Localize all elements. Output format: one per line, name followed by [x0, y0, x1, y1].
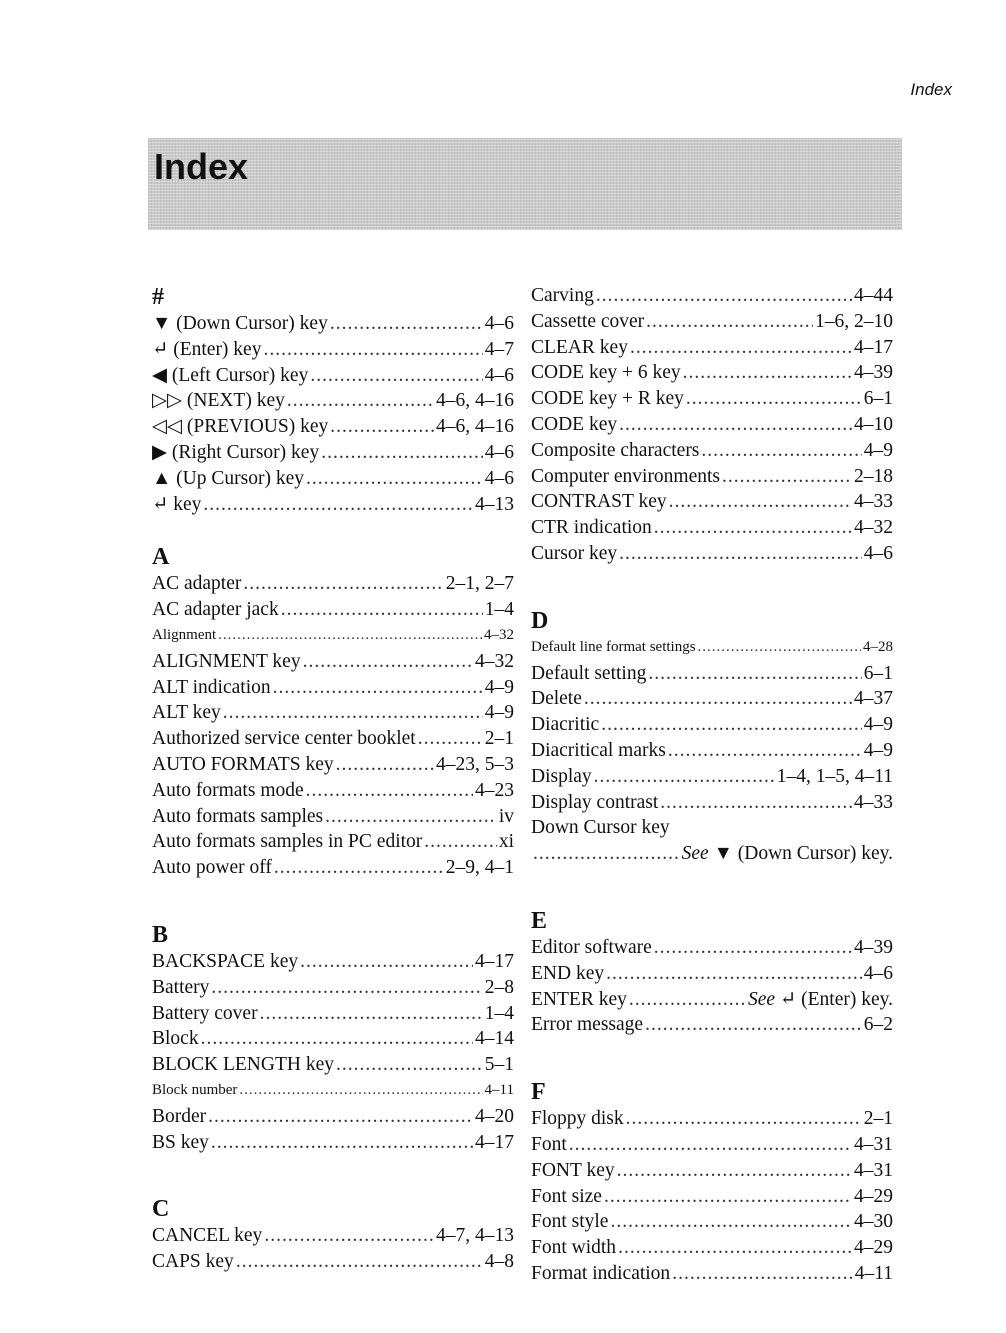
entry-pages: 1–4: [484, 599, 514, 621]
index-entry: [531, 712, 893, 738]
entry-term: Diacritical marks: [531, 739, 666, 761]
entry-pages: 4–6: [484, 313, 514, 334]
entry-pages: 4–32: [484, 626, 514, 643]
index-banner: [148, 138, 902, 230]
index-entry: [531, 815, 893, 841]
dot-leader: [584, 686, 852, 712]
entry-term: Composite characters: [531, 439, 700, 461]
dot-leader: [243, 571, 443, 597]
entry-term: END key: [531, 962, 605, 984]
dot-leader: [263, 337, 482, 363]
dot-leader: [601, 712, 862, 738]
dot-leader: [610, 1209, 852, 1235]
entry-term: Carving: [531, 285, 594, 306]
entry-pages: 2–18: [854, 465, 893, 487]
index-entry: [152, 440, 514, 466]
index-entry: [152, 1001, 514, 1027]
entry-term: Editor software: [531, 936, 652, 958]
section-letter: A: [152, 544, 170, 571]
entry-term: Font style: [531, 1211, 609, 1233]
dot-leader: [325, 804, 497, 830]
entry-pages: 4–9: [863, 714, 893, 736]
dot-leader: [281, 597, 483, 623]
index-entry: [531, 438, 893, 464]
entry-term: Border: [152, 1105, 207, 1127]
index-entry: [152, 949, 514, 975]
entry-pages: 4–6: [484, 467, 514, 489]
entry-term: Default line format settings: [531, 638, 696, 655]
entry-pages: 4–6: [863, 962, 893, 984]
entry-pages: 4–28: [863, 638, 893, 655]
section-letter: E: [531, 907, 548, 934]
index-entry: [531, 635, 893, 661]
entry-term: Alignment: [152, 626, 217, 643]
dot-leader: [533, 841, 680, 867]
index-entry: [531, 283, 893, 309]
entry-pages: 4–6, 4–16: [436, 416, 514, 438]
entry-pages: 4–17: [475, 1131, 514, 1153]
dot-leader: [669, 489, 852, 515]
dot-leader: [686, 386, 862, 412]
entry-term: Battery: [152, 976, 210, 998]
entry-term: Down Cursor key: [531, 817, 670, 839]
index-entry: [152, 337, 514, 363]
entry-term: Battery cover: [152, 1002, 258, 1024]
entry-pages: See ↵ (Enter) key.: [747, 988, 893, 1010]
index-entry: [531, 935, 893, 961]
dot-leader: [264, 1223, 434, 1249]
index-entry: [531, 1012, 893, 1038]
entry-pages: 6–2: [863, 1014, 893, 1036]
index-entry: [152, 855, 514, 881]
entry-pages: 4–14: [475, 1028, 514, 1050]
entry-term: ALT indication: [152, 676, 271, 698]
index-section: [152, 921, 514, 1155]
dot-leader: [306, 466, 483, 492]
entry-term: AUTO FORMATS key: [152, 753, 334, 775]
index-entry: [152, 778, 514, 804]
dot-leader: [619, 541, 862, 567]
dot-leader: [236, 1249, 483, 1275]
index-entry: [531, 961, 893, 987]
dot-leader: [273, 675, 483, 701]
dot-leader: [606, 961, 862, 987]
section-letter: D: [531, 607, 549, 634]
entry-term: Font width: [531, 1237, 617, 1259]
entry-pages: 4–23: [475, 779, 514, 801]
section-letter: C: [152, 1196, 170, 1223]
entry-term: ◁◁ (PREVIOUS) key: [152, 416, 329, 438]
index-entry: [152, 1130, 514, 1156]
entry-term: ENTER key: [531, 988, 627, 1010]
dot-leader: [701, 438, 861, 464]
index-entry: [531, 987, 893, 1013]
entry-term: ▼ (Down Cursor) key: [152, 313, 328, 334]
index-entry: [531, 360, 893, 386]
index-entry: [531, 1132, 893, 1158]
entry-term: CAPS key: [152, 1251, 234, 1273]
entry-term: FONT key: [531, 1159, 615, 1181]
dot-leader: [211, 1130, 473, 1156]
entry-term: CANCEL key: [152, 1225, 263, 1247]
index-entry: [152, 700, 514, 726]
dot-leader: [306, 778, 473, 804]
entry-term: Diacritic: [531, 714, 600, 736]
index-entry: [152, 1249, 514, 1275]
entry-pages: 4–20: [475, 1105, 514, 1127]
entry-term: Auto formats samples: [152, 805, 324, 827]
index-entry: [531, 464, 893, 490]
dot-leader: [211, 975, 482, 1001]
entry-term: Cassette cover: [531, 310, 645, 332]
index-entry: [152, 675, 514, 701]
entry-pages: 1–6, 2–10: [815, 310, 893, 332]
index-entry: [531, 1261, 893, 1287]
entry-term: Font size: [531, 1185, 602, 1207]
entry-pages: 4–39: [854, 936, 893, 958]
dot-leader: [203, 492, 473, 518]
index-entry: [531, 764, 893, 790]
index-entry: [531, 489, 893, 515]
index-entry: [152, 492, 514, 518]
index-entry: [152, 597, 514, 623]
dot-leader: [424, 829, 497, 855]
dot-leader: [683, 360, 852, 386]
index-entry: [152, 466, 514, 492]
index-section: [531, 283, 893, 567]
entry-term: Block number: [152, 1081, 238, 1098]
index-entry: [531, 1209, 893, 1235]
index-entry: [152, 311, 514, 337]
dot-leader: [300, 949, 473, 975]
dot-leader: [629, 987, 746, 1013]
entry-pages: 2–9, 4–1: [445, 857, 514, 879]
entry-term: ALT key: [152, 702, 221, 724]
index-entry: [152, 1052, 514, 1078]
entry-term: BLOCK LENGTH key: [152, 1054, 334, 1076]
entry-term: AC adapter: [152, 573, 242, 595]
entry-pages: 6–1: [863, 662, 893, 684]
dot-leader: [646, 309, 813, 335]
dot-leader: [330, 414, 434, 440]
dot-leader: [660, 790, 852, 816]
index-entry: [152, 804, 514, 830]
entry-pages: 1–4, 1–5, 4–11: [776, 765, 893, 787]
entry-pages: 4–10: [854, 413, 893, 435]
dot-leader: [630, 335, 852, 361]
index-entry: [152, 571, 514, 597]
dot-leader: [223, 700, 483, 726]
entry-term: Format indication: [531, 1262, 671, 1284]
entry-pages: 4–9: [484, 702, 514, 724]
index-section: [531, 607, 893, 867]
entry-pages: 4–33: [854, 491, 893, 513]
see-reference: See: [681, 843, 714, 865]
index-column-left: [152, 283, 514, 1275]
index-entry: [152, 1026, 514, 1052]
entry-term: Authorized service center booklet: [152, 728, 416, 750]
entry-term: Error message: [531, 1014, 644, 1036]
entry-pages: 4–9: [863, 439, 893, 461]
index-entry: [152, 649, 514, 675]
entry-pages: 4–17: [854, 336, 893, 358]
entry-pages: 4–9: [484, 676, 514, 698]
dot-leader: [698, 635, 861, 661]
entry-pages: 4–32: [475, 650, 514, 672]
index-entry: [152, 1223, 514, 1249]
entry-pages: 4–6: [863, 542, 893, 564]
running-header: Index: [910, 80, 952, 99]
entry-term: BS key: [152, 1131, 209, 1153]
dot-leader: [596, 283, 852, 309]
dot-leader: [303, 649, 473, 675]
entry-pages: 4–29: [854, 1185, 893, 1207]
index-entry: [531, 686, 893, 712]
entry-pages: 4–39: [854, 362, 893, 384]
entry-pages: 4–8: [484, 1251, 514, 1273]
index-entry: [531, 841, 893, 867]
index-entry: [531, 309, 893, 335]
index-entry: [152, 414, 514, 440]
index-entry: [152, 388, 514, 414]
entry-pages: 2–1, 2–7: [445, 573, 514, 595]
index-entry: [531, 335, 893, 361]
entry-pages: 4–37: [854, 688, 893, 710]
entry-term: Block: [152, 1028, 199, 1050]
entry-pages: 2–1: [484, 728, 514, 750]
entry-pages: 4–7, 4–13: [436, 1225, 514, 1247]
index-entry: [531, 412, 893, 438]
dot-leader: [208, 1104, 473, 1130]
index-entry: [531, 1184, 893, 1210]
see-reference: See: [747, 988, 780, 1010]
dot-leader: [626, 1106, 862, 1132]
entry-pages: 4–44: [854, 285, 893, 306]
dot-leader: [618, 1235, 852, 1261]
entry-term: Computer environments: [531, 465, 721, 487]
index-entry: [531, 515, 893, 541]
section-letter: F: [531, 1079, 546, 1106]
dot-leader: [336, 752, 434, 778]
entry-pages: 4–6: [484, 441, 514, 463]
entry-term: ▲ (Up Cursor) key: [152, 467, 304, 489]
index-entry: [531, 541, 893, 567]
entry-pages: 4–6: [484, 364, 514, 386]
entry-term: Floppy disk: [531, 1108, 624, 1130]
index-entry: [531, 661, 893, 687]
dot-leader: [648, 661, 861, 687]
entry-pages: xi: [498, 831, 514, 853]
entry-term: Auto power off: [152, 857, 272, 879]
index-entry: [152, 1078, 514, 1104]
index-section: [152, 543, 514, 881]
dot-leader: [260, 1001, 483, 1027]
entry-term: ↵ key: [152, 493, 202, 515]
index-entry: [152, 829, 514, 855]
entry-pages: 4–32: [854, 517, 893, 539]
entry-pages: 1–4: [484, 1002, 514, 1024]
index-entry: [152, 623, 514, 649]
index-section: [531, 1078, 893, 1287]
index-section: [152, 283, 514, 517]
dot-leader: [672, 1261, 853, 1287]
dot-leader: [330, 311, 483, 337]
index-entry: [152, 752, 514, 778]
index-column-right: [531, 283, 893, 1287]
entry-term: Cursor key: [531, 542, 618, 564]
index-entry: [531, 386, 893, 412]
entry-term: ▶ (Right Cursor) key: [152, 441, 320, 463]
dot-leader: [321, 440, 483, 466]
dot-leader: [617, 1158, 852, 1184]
entry-term: ALIGNMENT key: [152, 650, 301, 672]
entry-pages: 2–1: [863, 1108, 893, 1130]
dot-leader: [645, 1012, 862, 1038]
entry-term: CODE key: [531, 413, 618, 435]
index-entry: [531, 738, 893, 764]
index-entry: [152, 1104, 514, 1130]
dot-leader: [654, 515, 852, 541]
dot-leader: [569, 1132, 852, 1158]
entry-term: CLEAR key: [531, 336, 628, 358]
entry-pages: iv: [498, 805, 514, 827]
entry-pages: 4–29: [854, 1237, 893, 1259]
index-section: [152, 1195, 514, 1275]
dot-leader: [619, 412, 852, 438]
index-entry: [152, 975, 514, 1001]
index-entry: [152, 363, 514, 389]
entry-pages: 4–11: [854, 1262, 893, 1284]
entry-pages: 2–8: [484, 976, 514, 998]
dot-leader: [418, 726, 483, 752]
entry-term: Display contrast: [531, 791, 659, 813]
entry-term: Delete: [531, 688, 582, 710]
entry-pages: 4–13: [475, 493, 514, 515]
section-letter: #: [152, 284, 164, 310]
dot-leader: [218, 623, 482, 649]
entry-pages: 4–23, 5–3: [436, 753, 514, 775]
entry-pages: 6–1: [863, 388, 893, 410]
entry-term: AC adapter jack: [152, 599, 279, 621]
index-section: [531, 907, 893, 1038]
entry-term: Display: [531, 765, 592, 787]
dot-leader: [654, 935, 852, 961]
entry-pages: See ▼ (Down Cursor) key.: [681, 843, 893, 865]
entry-pages: 5–1: [484, 1054, 514, 1076]
dot-leader: [604, 1184, 852, 1210]
entry-term: CODE key + 6 key: [531, 362, 681, 384]
entry-term: CODE key + R key: [531, 388, 684, 410]
section-letter: B: [152, 921, 169, 948]
dot-leader: [668, 738, 862, 764]
entry-term: CONTRAST key: [531, 491, 667, 513]
entry-term: Font: [531, 1133, 567, 1155]
entry-pages: 4–30: [854, 1211, 893, 1233]
entry-term: Auto formats samples in PC editor: [152, 831, 423, 853]
entry-pages: 4–33: [854, 791, 893, 813]
entry-pages: 4–17: [475, 950, 514, 972]
dot-leader: [310, 363, 482, 389]
entry-term: CTR indication: [531, 517, 652, 539]
entry-pages: 4–31: [854, 1159, 893, 1181]
entry-pages: 4–31: [854, 1133, 893, 1155]
entry-term: ↵ (Enter) key: [152, 338, 262, 360]
entry-pages: 4–9: [863, 739, 893, 761]
entry-term: Default setting: [531, 662, 647, 684]
dot-leader: [287, 388, 434, 414]
index-entry: [152, 726, 514, 752]
entry-term: ◀ (Left Cursor) key: [152, 364, 309, 386]
index-entry: [531, 1158, 893, 1184]
entry-pages: 4–6, 4–16: [436, 390, 514, 412]
index-entry: [531, 1106, 893, 1132]
dot-leader: [239, 1078, 482, 1104]
entry-pages: 4–7: [484, 338, 514, 360]
entry-term: ▷▷ (NEXT) key: [152, 390, 285, 412]
index-entry: [531, 1235, 893, 1261]
page-title: Index: [154, 146, 249, 187]
dot-leader: [336, 1052, 483, 1078]
dot-leader: [594, 764, 775, 790]
index-entry: [531, 790, 893, 816]
entry-pages: 4–11: [484, 1081, 514, 1098]
entry-term: BACKSPACE key: [152, 950, 299, 972]
entry-term: Auto formats mode: [152, 779, 304, 801]
dot-leader: [201, 1026, 473, 1052]
dot-leader: [274, 855, 444, 881]
dot-leader: [722, 464, 852, 490]
